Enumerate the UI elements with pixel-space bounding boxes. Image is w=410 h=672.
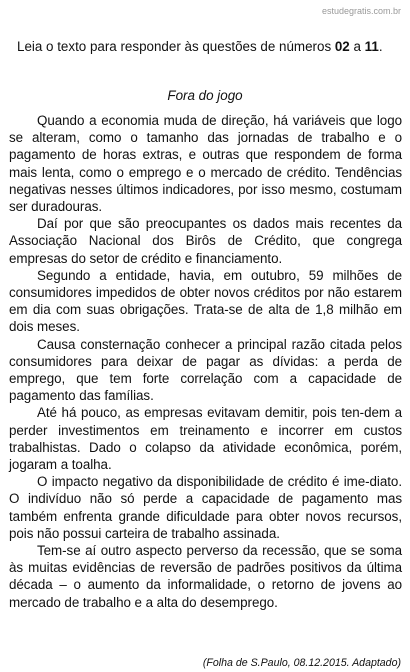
question-start-number: 02 xyxy=(334,39,350,54)
paragraph-6: O impacto negativo da disponibilidade de crédito é ime-diato. O indivíduo não só perde a capacidade de pagamento mas também enfrenta grande dificuldade para obter novos recursos, pois não possui carteira de trabalho assinada. xyxy=(9,474,402,541)
source-citation: (Folha de S.Paulo, 08.12.2015. Adaptado) xyxy=(202,657,401,669)
instruction-line xyxy=(17,38,400,55)
paragraph-1: Quando a economia muda de direção, há variáveis que logo se alteram, como o tamanho das jornadas de trabalho e o pagamento de horas extras, e outras que respondem de forma mais lenta, como o emprego e o mercado de crédito. Tendências negativas nesses últimos indicadores, por isso mesmo, costumam ser duradouras. xyxy=(9,113,402,215)
instruction-prefix: Leia o texto para responder às questões de números xyxy=(17,39,335,54)
text-title: Fora do jogo xyxy=(167,88,243,103)
instruction-middle: a xyxy=(349,39,365,54)
question-end-number: 11 xyxy=(364,39,379,54)
paragraph-7: Tem-se aí outro aspecto perverso da recessão, que se soma às muitas evidências de reversão de padrões positivos da última década – o aumento da informalidade, o retorno de jovens ao mercado de trabalho e a alta do desemprego. xyxy=(9,543,402,610)
paragraph-3: Segundo a entidade, havia, em outubro, 59 milhões de consumidores impedidos de obter novos créditos por não estarem em dia com suas obrigações. Trata-se de alta de 1,8 milhão em dois meses. xyxy=(9,267,402,335)
paragraph-2: Daí por que são preocupantes os dados mais recentes da Associação Nacional dos Birôs de Crédito, que congrega empresas do setor de crédito e financiamento. xyxy=(9,216,402,266)
paragraph-4: Causa consternação conhecer a principal razão citada pelos consumidores para deixar de pagar as dívidas: a perda de emprego, que tem forte correlação com a capacidade de pagamento das famílias. xyxy=(9,336,402,404)
site-watermark: estudegratis.com.br xyxy=(321,6,401,16)
paragraph-5: Até há pouco, as empresas evitavam demitir, pois ten-dem a perder investimentos em treinamento e incorrer em custos trabalhistas. Dado o colapso da atividade econômica, porém, jogaram a toalha. xyxy=(9,405,402,473)
instruction-suffix: . xyxy=(378,39,383,54)
article-body xyxy=(9,112,402,611)
